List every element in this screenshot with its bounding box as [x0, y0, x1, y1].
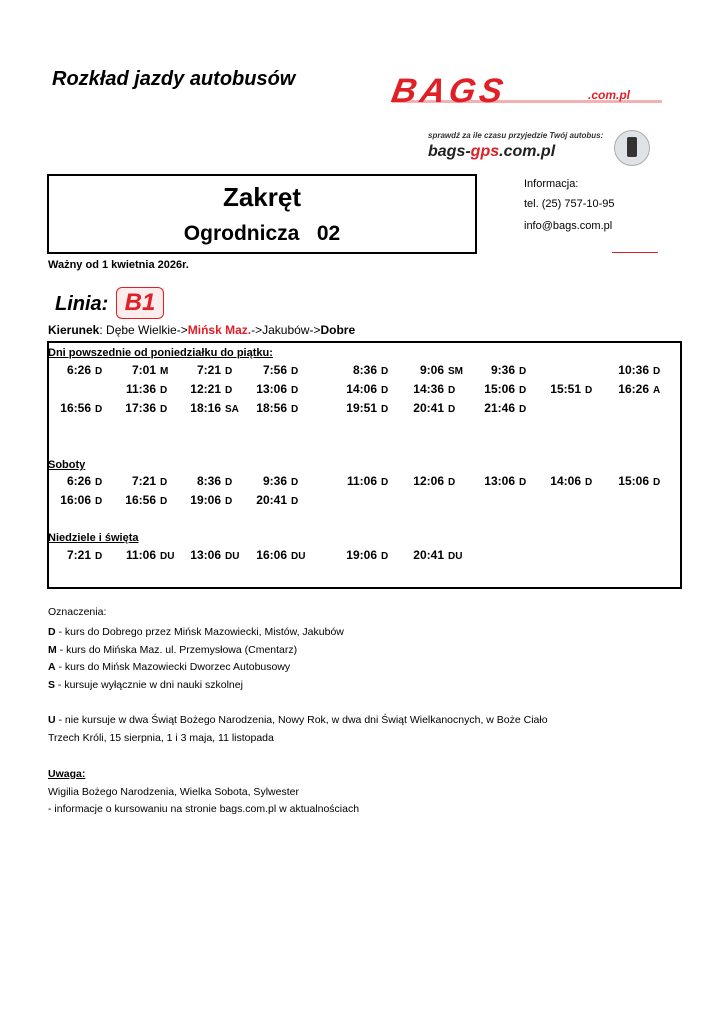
departure-mark: D: [95, 366, 103, 377]
departure-time: [243, 363, 333, 377]
departure-hour: 16:26: [618, 382, 649, 396]
gps-part3: .com.pl: [499, 143, 556, 160]
stop-number: 02: [316, 222, 341, 245]
departure-hour: 16:06: [60, 493, 91, 507]
departure-mark: D: [225, 385, 233, 396]
departure-mark: D: [585, 477, 593, 488]
departure-hour: 9:06: [419, 363, 444, 377]
departure-hour: 19:51: [346, 401, 377, 415]
smartphone-icon: [614, 130, 650, 166]
legend-title: Oznaczenia:: [48, 606, 107, 618]
departure-mark: DU: [160, 551, 175, 562]
departure-mark: D: [448, 385, 456, 396]
red-divider: [612, 252, 658, 253]
departure-hour: 15:06: [618, 474, 649, 488]
departure-mark: D: [95, 551, 103, 562]
logo-domain-text: .com.pl: [588, 88, 631, 102]
logo-main-text: BAGS: [388, 72, 510, 110]
gps-tagline: sprawdź za ile czasu przyjedzie Twój autobus:: [428, 131, 604, 140]
departure-time: [243, 548, 333, 562]
departure-time: [605, 382, 695, 396]
departure-mark: D: [291, 366, 299, 377]
departure-hour: 16:56: [60, 401, 91, 415]
departure-hour: 7:21: [196, 363, 221, 377]
departure-hour: 14:06: [550, 474, 581, 488]
departure-hour: 20:41: [256, 493, 287, 507]
info-label: Informacja:: [524, 178, 579, 190]
departure-hour: 18:56: [256, 401, 287, 415]
line-number-badge: B1: [116, 287, 164, 319]
legend-item-m: M - kurs do Mińska Maz. ul. Przemysłowa (Cmentarz): [48, 644, 298, 656]
departure-hour: 14:06: [346, 382, 377, 396]
bags-logo: [388, 72, 667, 110]
departure-time: [243, 474, 333, 488]
stop-name: Zakręt: [222, 182, 302, 212]
departure-mark: M: [160, 366, 169, 377]
departure-hour: 14:36: [413, 382, 444, 396]
departure-hour: 7:21: [66, 548, 91, 562]
legend-item-a: A - kurs do Mińsk Mazowiecki Dworzec Autobusowy: [48, 661, 291, 673]
departure-mark: D: [448, 404, 456, 415]
departure-hour: 11:36: [125, 382, 156, 396]
gps-part1: bags-: [428, 143, 471, 160]
departure-hour: 16:56: [125, 493, 156, 507]
departure-mark: D: [225, 477, 233, 488]
note-line-1: Wigilia Bożego Narodzenia, Wielka Sobota, Sylwester: [48, 786, 299, 798]
departure-hour: 6:26: [66, 474, 91, 488]
departure-mark: D: [291, 404, 299, 415]
gps-link[interactable]: [428, 143, 555, 161]
departure-time: [605, 474, 695, 488]
departure-time: [243, 401, 333, 415]
departure-mark: D: [381, 551, 389, 562]
departure-hour: 11:06: [125, 548, 156, 562]
departure-hour: 19:06: [190, 493, 221, 507]
departure-hour: 13:06: [190, 548, 221, 562]
departure-mark: D: [381, 404, 389, 415]
legend-item-u-cont: Trzech Króli, 15 sierpnia, 1 i 3 maja, 11 listopada: [48, 732, 274, 744]
departure-time: [400, 548, 490, 562]
departure-mark: D: [653, 366, 661, 377]
departure-mark: D: [381, 385, 389, 396]
departure-mark: D: [519, 366, 527, 377]
note-line-2: - informacje o kursowaniu na stronie bags.com.pl w aktualnościach: [48, 803, 360, 815]
departure-mark: D: [225, 496, 233, 507]
stop-street-line: [47, 222, 477, 246]
departure-mark: D: [381, 477, 389, 488]
departure-mark: D: [585, 385, 593, 396]
section-weekdays: Dni powszednie od poniedziałku do piątku:: [48, 347, 273, 359]
departure-mark: D: [95, 404, 103, 415]
departure-mark: D: [95, 477, 103, 488]
valid-from: Ważny od 1 kwietnia 2026r.: [48, 259, 189, 271]
departure-mark: D: [225, 366, 233, 377]
departure-hour: 6:26: [66, 363, 91, 377]
departure-time: [471, 401, 561, 415]
departure-mark: A: [653, 385, 661, 396]
route-label: Kierunek: [48, 323, 100, 337]
line-label: Linia:: [55, 293, 109, 315]
route-part4: Dobre: [320, 323, 356, 337]
departure-hour: 16:06: [256, 548, 287, 562]
departure-hour: 8:36: [196, 474, 221, 488]
departure-mark: D: [291, 477, 299, 488]
departure-hour: 18:16: [190, 401, 221, 415]
note-title: Uwaga:: [48, 768, 86, 780]
info-phone: tel. (25) 757-10-95: [524, 198, 615, 210]
departure-mark: D: [448, 477, 456, 488]
departure-hour: 12:21: [190, 382, 221, 396]
departure-mark: D: [519, 385, 527, 396]
legend-item-d: D - kurs do Dobrego przez Mińsk Mazowiecki, Mistów, Jakubów: [48, 626, 344, 638]
departure-mark: D: [291, 496, 299, 507]
departure-hour: 10:36: [618, 363, 649, 377]
departure-time: [605, 363, 695, 377]
departure-hour: 19:06: [346, 548, 377, 562]
departure-time: [471, 363, 561, 377]
departure-hour: 20:41: [413, 548, 444, 562]
route-part1: : Dębe Wielkie->: [99, 323, 188, 337]
departure-hour: 21:46: [484, 401, 515, 415]
section-sundays: Niedziele i święta: [48, 532, 139, 544]
departure-hour: 13:06: [484, 474, 515, 488]
departure-mark: D: [653, 477, 661, 488]
departure-time: [243, 382, 333, 396]
departure-hour: 17:36: [125, 401, 156, 415]
departure-hour: 9:36: [262, 474, 287, 488]
departure-mark: D: [95, 496, 103, 507]
timetable-title: Rozkład jazdy autobusów: [52, 68, 296, 90]
departure-hour: 15:06: [484, 382, 515, 396]
route-direction: [48, 323, 355, 337]
section-saturdays: Soboty: [48, 459, 86, 471]
departure-mark: D: [160, 385, 168, 396]
departure-mark: D: [381, 366, 389, 377]
departure-hour: 7:56: [262, 363, 287, 377]
departure-mark: DU: [291, 551, 306, 562]
legend-item-s: S - kursuje wyłącznie w dni nauki szkolnej: [48, 679, 243, 691]
info-email[interactable]: info@bags.com.pl: [524, 220, 613, 232]
departure-mark: D: [160, 404, 168, 415]
departure-hour: 12:06: [413, 474, 444, 488]
departure-mark: D: [291, 385, 299, 396]
legend-item-u: U - nie kursuje w dwa Świąt Bożego Narodzenia, Nowy Rok, w dwa dni Świąt Wielkanocnych, w Boże Ciało: [48, 714, 548, 726]
departure-mark: SA: [225, 404, 239, 415]
departure-mark: D: [519, 477, 527, 488]
departure-hour: 13:06: [256, 382, 287, 396]
departure-hour: 11:06: [346, 474, 377, 488]
departure-hour: 8:36: [352, 363, 377, 377]
departure-mark: DU: [225, 551, 240, 562]
departure-mark: SM: [448, 366, 463, 377]
departure-mark: D: [519, 404, 527, 415]
departure-mark: D: [160, 496, 168, 507]
route-part3: ->Jakubów->: [251, 323, 321, 337]
departure-mark: D: [160, 477, 168, 488]
departure-hour: 15:51: [550, 382, 581, 396]
departure-mark: DU: [448, 551, 463, 562]
stop-street: Ogrodnicza: [183, 222, 300, 245]
route-part2: Mińsk Maz.: [187, 323, 252, 337]
gps-part2: gps: [470, 143, 500, 160]
departure-time: [243, 493, 333, 507]
departure-hour: 9:36: [490, 363, 515, 377]
departure-hour: 7:01: [131, 363, 156, 377]
departure-hour: 20:41: [413, 401, 444, 415]
departure-hour: 7:21: [131, 474, 156, 488]
